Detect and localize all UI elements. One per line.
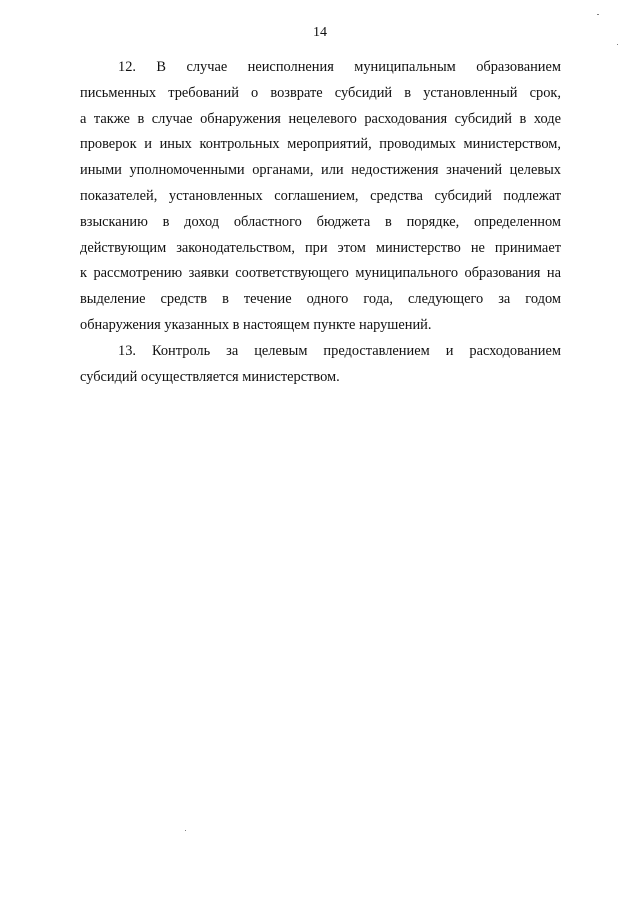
paragraph-12 (80, 55, 561, 339)
text-line: 13. Контроль за целевым предоставлением и расходованием (118, 342, 561, 359)
page-number: 14 (313, 25, 327, 40)
text-line: письменных требований о возврате субсидий в установленный срок, (80, 84, 561, 101)
text-line: действующим законодательством, при этом министерство не принимает (80, 239, 561, 256)
text-line: взысканию в доход областного бюджета в порядке, определенном (80, 213, 561, 230)
paragraph-13 (80, 339, 561, 391)
text-line: к рассмотрению заявки соответствующего муниципального образования на (80, 265, 561, 282)
text-line: выделение средств в течение одного года, следующего за годом (80, 291, 561, 308)
document-body (80, 55, 561, 390)
text-line: субсидий осуществляется министерством. (80, 368, 340, 385)
text-line: иными уполномоченными органами, или недостижения значений целевых (80, 162, 561, 179)
text-line: а также в случае обнаружения нецелевого расходования субсидий в ходе (80, 110, 561, 127)
text-line: 12. В случае неисполнения муниципальным образованием (118, 59, 561, 75)
text-line: обнаружения указанных в настоящем пункте нарушений. (80, 316, 432, 333)
text-line: проверок и иных контрольных мероприятий, проводимых министерством, (80, 136, 561, 153)
text-line: показателей, установленных соглашением, средства субсидий подлежат (80, 187, 561, 204)
